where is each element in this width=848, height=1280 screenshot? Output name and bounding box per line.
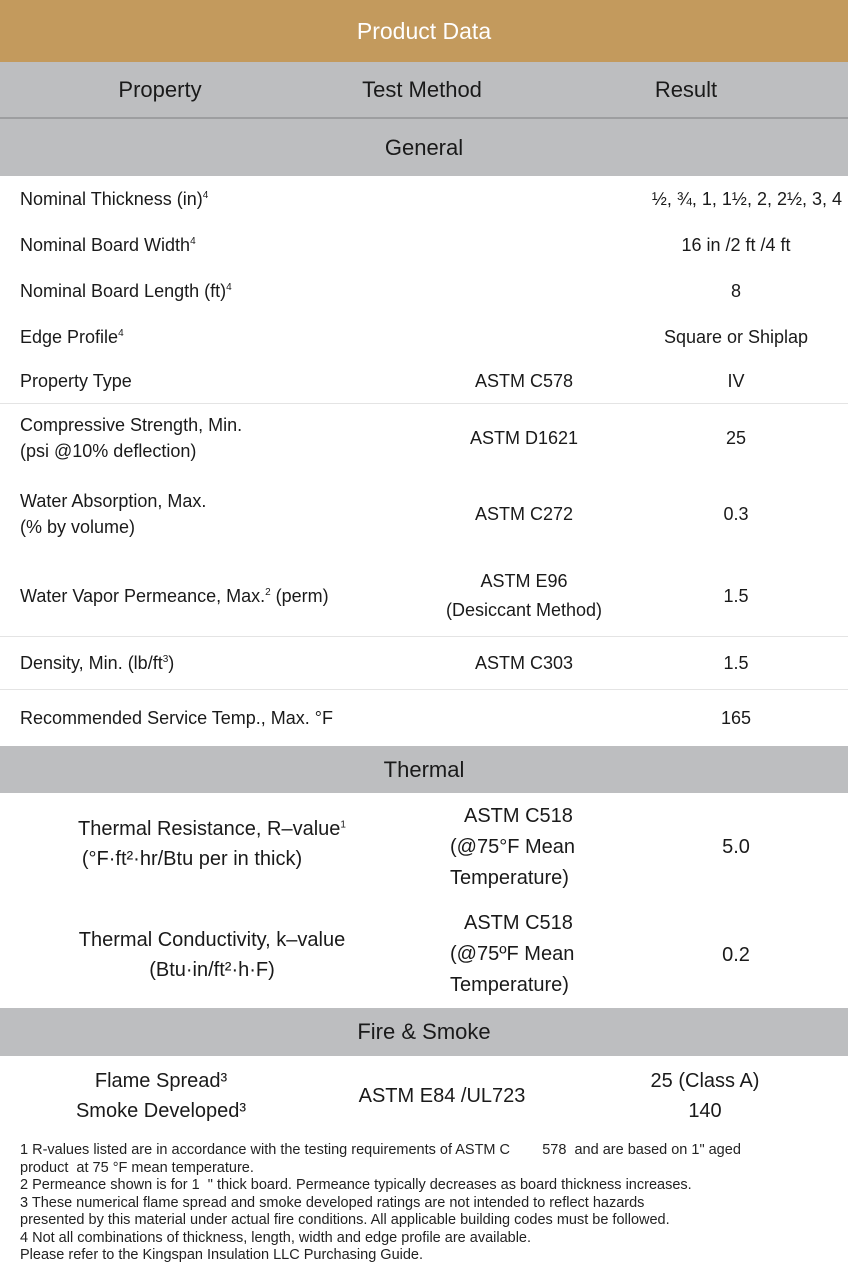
footnote: Please refer to the Kingspan Insulation LLC Purchasing Guide. — [20, 1247, 424, 1263]
table-row — [0, 1056, 848, 1136]
method-cell: ASTM C578 — [474, 371, 574, 391]
table-row — [0, 359, 848, 404]
result-cell: 16 in /2 ft /4 ft — [681, 235, 791, 255]
column-header-test-method: Test Method — [362, 76, 482, 102]
property-cell: Recommended Service Temp., Max. °F — [20, 708, 333, 728]
result-cell: Square or Shiplap — [663, 326, 809, 347]
method-cell: ASTM C303 — [474, 653, 574, 673]
property-cell: Edge Profile$^4$ — [20, 326, 124, 347]
method-cell: ASTM E96 (Desiccant Method) — [445, 571, 603, 620]
property-cell: Thermal Conductivity, k–value (Btu·in/ft²·h·F) — [78, 928, 346, 981]
result-cell: ½, ¾, 1, 1½, 2, 2½, 3, 4 — [651, 189, 842, 209]
section-header-thermal: Thermal — [0, 746, 848, 793]
property-cell: Water Vapor Permeance, Max.$^2$ (perm) — [20, 586, 329, 606]
result-cell: 25 (Class A) 140 — [650, 1070, 760, 1122]
table-row — [0, 176, 848, 222]
table-row — [0, 314, 848, 359]
footnote: product at 75 °F mean temperature. — [20, 1159, 254, 1176]
method-cell: ASTM D1621 — [469, 427, 579, 448]
footnote: presented by this material under actual fire conditions. All applicable building codes must be followed. — [20, 1212, 670, 1228]
method-cell: ASTM E84 /UL723 — [358, 1085, 526, 1107]
table-row — [0, 222, 848, 268]
result-cell: 165 — [720, 708, 752, 728]
result-cell: 5.0 — [722, 836, 750, 858]
section-header-general: General — [0, 119, 848, 176]
table-row — [0, 690, 848, 746]
table-row — [0, 901, 848, 1008]
result-cell: IV — [727, 371, 745, 391]
column-header-row — [0, 62, 848, 119]
table-row — [0, 556, 848, 637]
section-header-fire-smoke: Fire & Smoke — [0, 1008, 848, 1056]
footnote: 4 Not all combinations of thickness, length, width and edge profile are available. — [20, 1229, 532, 1246]
column-header-result: Result — [654, 76, 718, 102]
footnote: 2 Permeance shown is for 1 " thick board. Permeance typically decreases as board thickness increases. — [20, 1177, 692, 1193]
property-cell: Compressive Strength, Min. (psi @10% deflection) — [20, 414, 243, 461]
result-cell: 1.5 — [723, 586, 749, 606]
property-cell: Nominal Board Length (ft)$^4$ — [20, 281, 232, 301]
property-cell: Property Type — [20, 371, 132, 391]
result-cell: 8 — [730, 281, 741, 301]
result-cell: 1.5 — [723, 653, 749, 673]
result-cell: 25 — [725, 427, 747, 448]
footnote: 1 R-values listed are in accordance with the testing requirements of ASTM C 578 and are based on 1" aged — [20, 1142, 741, 1158]
table-row — [0, 471, 848, 556]
property-cell: Thermal Resistance, R–value$^1$ (°F·ft²·hr/Btu per in thick) — [78, 818, 346, 870]
property-cell: Water Absorption, Max. (% by volume) — [20, 490, 207, 537]
method-cell: ASTM C518 (@75ºF Mean Temperature) — [450, 912, 575, 996]
table-row — [0, 268, 848, 314]
column-header-property: Property — [118, 76, 202, 102]
table-row — [0, 404, 848, 471]
table-title: Product Data — [0, 0, 848, 62]
footnote: 3 These numerical flame spread and smoke developed ratings are not intended to reflect hazards — [20, 1194, 645, 1211]
method-cell: ASTM C272 — [474, 503, 574, 524]
property-cell: Flame Spread³ Smoke Developed³ — [75, 1070, 247, 1122]
property-cell: Nominal Board Width$^4$ — [20, 235, 196, 255]
property-cell: Nominal Thickness (in)$^4$ — [20, 189, 209, 209]
result-cell: 0.3 — [723, 503, 749, 524]
method-cell: ASTM C518 (@75°F Mean Temperature) — [450, 804, 576, 889]
table-row — [0, 637, 848, 690]
result-cell: 0.2 — [722, 943, 750, 966]
footnotes — [0, 1136, 848, 1265]
property-cell: Density, Min. $(lb/ft^3)$ — [20, 653, 175, 673]
table-row — [0, 793, 848, 901]
